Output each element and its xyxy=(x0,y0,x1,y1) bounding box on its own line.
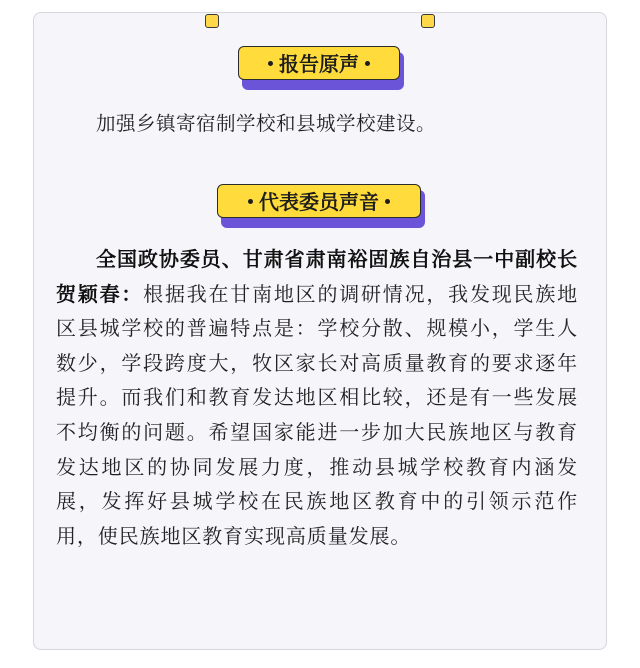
section-title: 代表委员声音 xyxy=(259,190,379,214)
section-label-report xyxy=(238,46,400,84)
bullet-dot-icon xyxy=(268,61,273,66)
delegate-statement: 根据我在甘南地区的调研情况，我发现民族地区县城学校的普遍特点是：学校分散、规模小，学生人数少，学段跨度大，牧区家长对高质量教育的要求逐年提升。而我们和教育发达地区相比较，还是有一些发展不均衡的问题。希望国家能进一步加大民族地区与教育发达地区的协同发展力度，推动县城学校教育内涵发展，发挥好县城学校在民族地区教育中的引领示范作用，使民族地区教育实现高质量发展。 xyxy=(56,281,579,548)
bullet-dot-icon xyxy=(365,61,370,66)
bullet-dot-icon xyxy=(248,199,253,204)
speaker-name: 全国政协委员、甘肃省肃南裕固族自治县一中副校长贺颖春： xyxy=(56,247,578,306)
pin-right-icon xyxy=(421,14,435,28)
report-paragraph: 加强乡镇寄宿制学校和县城学校建设。 xyxy=(96,112,437,135)
pin-left-icon xyxy=(205,14,219,28)
bullet-dot-icon xyxy=(385,199,390,204)
delegate-paragraph xyxy=(56,242,578,553)
section-label-delegates xyxy=(217,184,421,222)
section-title: 报告原声 xyxy=(279,52,359,76)
